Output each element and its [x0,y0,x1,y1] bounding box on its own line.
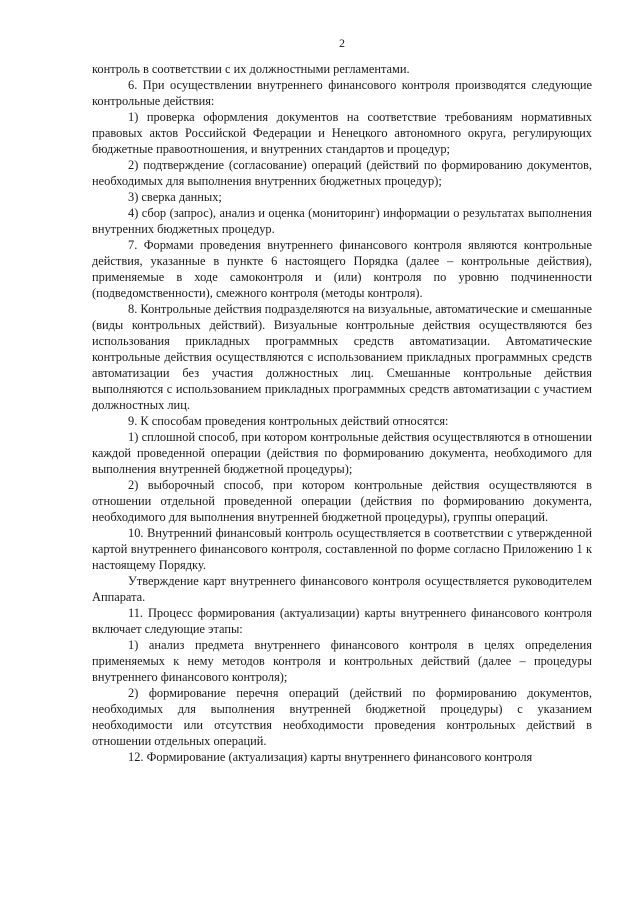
paragraph: контроль в соответствии с их должностными регламентами. [92,62,410,76]
paragraph: 12. Формирование (актуализация) карты внутреннего финансового контроля [128,750,533,764]
paragraph: 8. Контрольные действия подразделяются на визуальные, автоматические и смешанные (виды контрольных действий). Визуальные контрольные действия осуществляются без использования прикладных программных средств автоматизации. Автоматические контрольные действия осуществляются с использованием прикладных программных средств автоматизации без участия должностных лиц. Смешанные контрольные действия выполняются с использованием прикладных программных средств автоматизации с участием должностных лиц. [92,302,592,412]
paragraph: 9. К способам проведения контрольных действий относятся: [128,414,449,428]
paragraph: 2) формирование перечня операций (действий по формированию документов, необходимых для выполнения внутренней бюджетной процедуры) с указанием необходимости или отсутствия необходимости проведения контрольных действий в отношении отдельных операций. [92,686,592,748]
paragraph: 11. Процесс формирования (актуализации) карты внутреннего финансового контроля включает следующие этапы: [92,606,592,636]
paragraph: 3) сверка данных; [128,190,222,204]
paragraph: 2) выборочный способ, при котором контрольные действия осуществляются в отношении отдельной проведенной операции (действия по формированию документа, необходимого для выполнения внутренней бюджетной процедуры), группы операций. [92,478,592,524]
page-number: 2 [339,36,345,50]
paragraph: 7. Формами проведения внутреннего финансового контроля являются контрольные действия, указанные в пункте 6 настоящего Порядка (далее – контрольные действия), применяемые в ходе самоконтроля и (или) контроля по уровню подчиненности (подведомственности), смежного контроля (методы контроля). [92,238,592,300]
paragraph: 1) проверка оформления документов на соответствие требованиям нормативных правовых актов Российской Федерации и Ненецкого автономного округа, регулирующих бюджетные правоотношения, и внутренних стандартов и процедур; [92,110,592,156]
paragraph: 1) анализ предмета внутреннего финансового контроля в целях определения применяемых к нему методов контроля и контрольных действий (далее – процедуры внутреннего финансового контроля); [92,638,592,684]
paragraph: 1) сплошной способ, при котором контрольные действия осуществляются в отношении каждой проведенной операции (действия по формированию документа, необходимого для выполнения внутренней бюджетной процедуры); [92,430,592,476]
paragraph: 4) сбор (запрос), анализ и оценка (мониторинг) информации о результатах выполнения внутренних бюджетных процедур. [92,206,592,236]
paragraph: 10. Внутренний финансовый контроль осуществляется в соответствии с утвержденной картой внутреннего финансового контроля, составленной по форме согласно Приложению 1 к настоящему Порядку. [92,526,592,572]
paragraph: 2) подтверждение (согласование) операций (действий по формированию документов, необходимых для выполнения внутренних бюджетных процедур); [92,158,592,188]
paragraph: Утверждение карт внутреннего финансового контроля осуществляется руководителем Аппарата. [92,574,592,604]
paragraph: 6. При осуществлении внутреннего финансового контроля производятся следующие контрольные действия: [92,78,592,108]
document-body [92,61,592,765]
